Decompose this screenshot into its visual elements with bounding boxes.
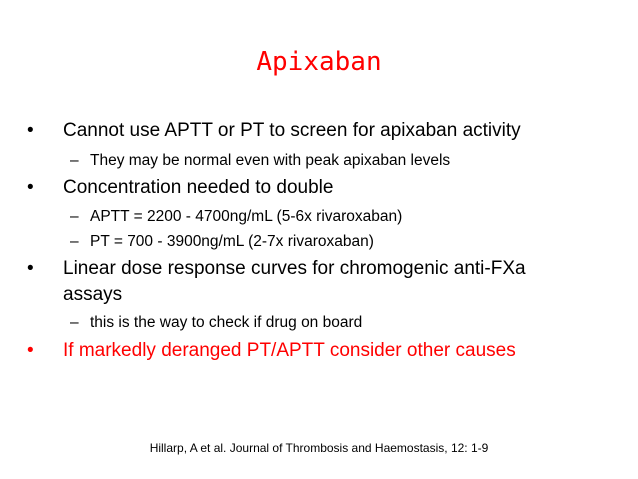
sub-bullet-text: PT = 700 - 3900ng/mL (2-7x rivaroxaban) bbox=[90, 233, 374, 250]
dash-icon: – bbox=[70, 208, 79, 225]
sub-bullet-text: this is the way to check if drug on board bbox=[90, 314, 363, 331]
bullet-icon: • bbox=[27, 258, 34, 279]
dash-icon: – bbox=[70, 152, 79, 169]
dash-icon: – bbox=[70, 314, 79, 331]
bullet-text: Cannot use APTT or PT to screen for apixaban activity bbox=[63, 120, 521, 141]
bullet-icon: • bbox=[27, 177, 34, 198]
bullet-text: Concentration needed to double bbox=[63, 177, 334, 198]
dash-icon: – bbox=[70, 233, 79, 250]
bullet-text-line1: Linear dose response curves for chromogenic anti-FXa bbox=[63, 258, 526, 279]
bullet-text: If markedly deranged PT/APTT consider other causes bbox=[63, 340, 516, 361]
slide-title: Apixaban bbox=[256, 47, 382, 77]
citation: Hillarp, A et al. Journal of Thrombosis and Haemostasis, 12: 1-9 bbox=[149, 441, 489, 455]
bullet-text-line2: assays bbox=[63, 284, 123, 305]
sub-bullet-text: They may be normal even with peak apixaban levels bbox=[90, 152, 451, 169]
bullet-icon: • bbox=[27, 120, 34, 141]
sub-bullet-text: APTT = 2200 - 4700ng/mL (5-6x rivaroxaban) bbox=[90, 208, 403, 225]
bullet-icon: • bbox=[27, 340, 34, 361]
